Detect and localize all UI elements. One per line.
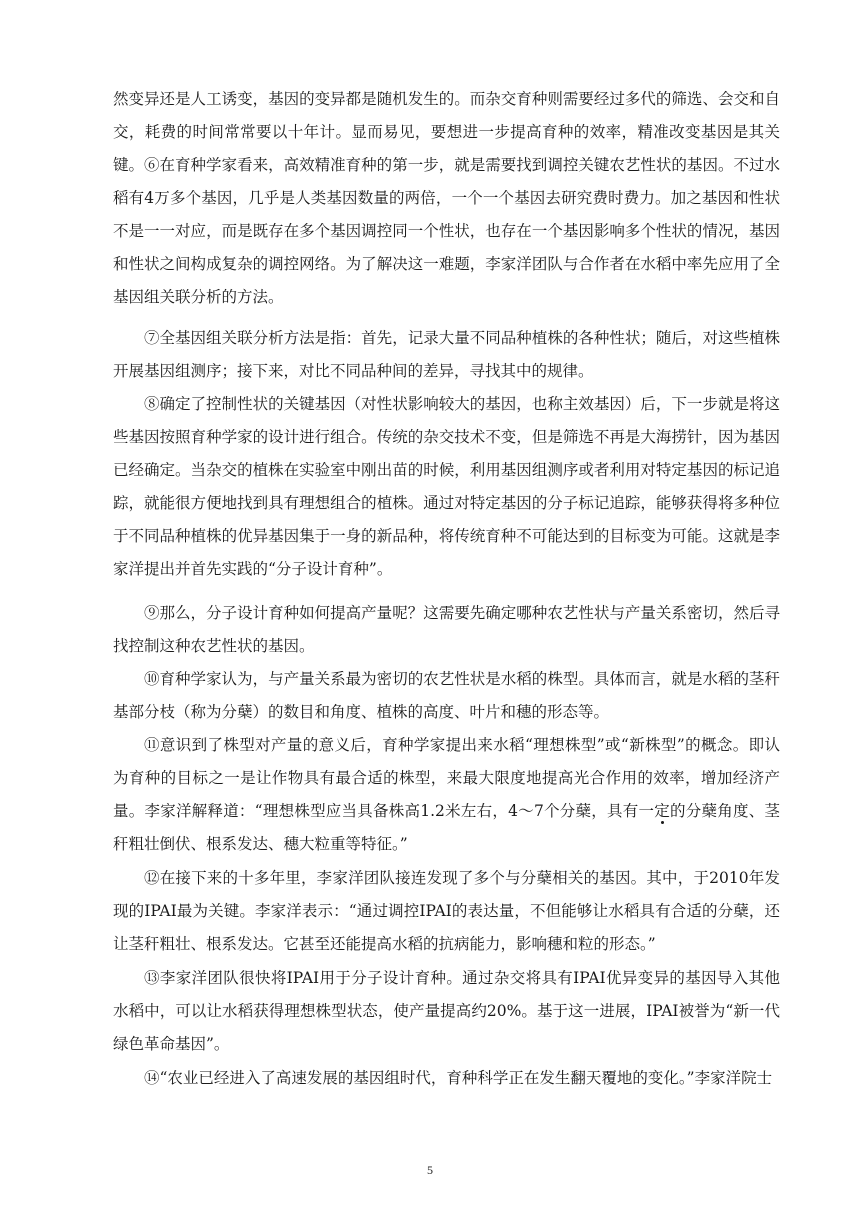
- paragraph-11-part-1: ⑪意识到了株型对产量的意义后，育种学家提出来水稻“理想株型”或“新株型”的概念。即认为育种的目标之一是让作物具有最合适的株型，来最大限度地提高光合作用的效率，增加经济产量。李家洋解释道：“理想株型应当具备株高1.2米左右，4～7个分蘖，具有一: [113, 736, 780, 820]
- paragraph-11-part-2: 的分蘖角度、茎秆粗壮倒伏、根系发达、穗大粒重等特征。”: [113, 802, 780, 853]
- paragraph-7: ⑦全基因组关联分析方法是指：首先，记录大量不同品种植株的各种性状；随后，对这些植株开展基因组测序；接下来，对比不同品种间的差异，寻找其中的规律。: [113, 329, 780, 380]
- paragraph-13: ⑬李家洋团队很快将IPAI用于分子设计育种。通过杂交将具有IPAI优异变异的基因导入其他水稻中，可以让水稻获得理想株型状态，使产量提高约20%。基于这一进展，IPAI被誉为“新一代绿色革命基因”。: [113, 969, 780, 1053]
- emphasis-dot-char: 定: [654, 802, 671, 820]
- paragraph-11: [113, 729, 780, 861]
- paragraph-12: ⑫在接下来的十多年里，李家洋团队接连发现了多个与分蘖相关的基因。其中，于2010年发现的IPAI最为关键。李家洋表示：“通过调控IPAI的表达量，不但能够让水稻具有合适的分蘖，还让茎秆粗壮、根系发达。它甚至还能提高水稻的抗病能力，影响穗和粒的形态。”: [113, 869, 780, 953]
- page-number: 5: [427, 1163, 433, 1177]
- paragraph-8: ⑧确定了控制性状的关键基因（对性状影响较大的基因，也称主效基因）后，下一步就是将这些基因按照育种学家的设计进行组合。传统的杂交技术不变，但是筛选不再是大海捞针，因为基因已经确定。当杂交的植株在实验室中刚出苗的时候，利用基因组测序或者利用对特定基因的标记追踪，就能很方便地找到具有理想组合的植株。通过对特定基因的分子标记追踪，能够获得将多种位于不同品种植株的优异基因集于一身的新品种，将传统育种不可能达到的目标变为可能。这就是李家洋提出并首先实践的“分子设计育种”。: [113, 395, 780, 578]
- paragraph-14: ⑭“农业已经进入了高速发展的基因组时代，育种科学正在发生翻天覆地的变化。”李家洋院士: [144, 1069, 773, 1087]
- paragraph-10: ⑩育种学家认为，与产量关系最为密切的农艺性状是水稻的株型。具体而言，就是水稻的茎秆基部分枝（称为分蘖）的数目和角度、植株的高度、叶片和穗的形态等。: [113, 670, 780, 721]
- paragraph-6: ⑥在育种学家看来，高效精准育种的第一步，就是需要找到调控关键农艺性状的基因。不过水稻有4万多个基因，几乎是人类基因数量的两倍，一个一个基因去研究费时费力。加之基因和性状不是一一对应，而是既存在多个基因调控同一个性状，也存在一个基因影响多个性状的情况，基因和性状之间构成复杂的调控网络。为了解决这一难题，李家洋团队与合作者在水稻中率先应用了全基因组关联分析的方法。: [113, 156, 780, 306]
- paragraph-continued: 然变异还是人工诱变，基因的变异都是随机发生的。而杂交育种则需要经过多代的筛选、会交和自交，耗费的时间常常要以十年计。显而易见，要想进一步提高育种的效率，精准改变基因是其关键。: [113, 90, 780, 174]
- paragraph-9: ⑨那么，分子设计育种如何提高产量呢？这需要先确定哪种农艺性状与产量关系密切，然后寻找控制这种农艺性状的基因。: [113, 604, 780, 655]
